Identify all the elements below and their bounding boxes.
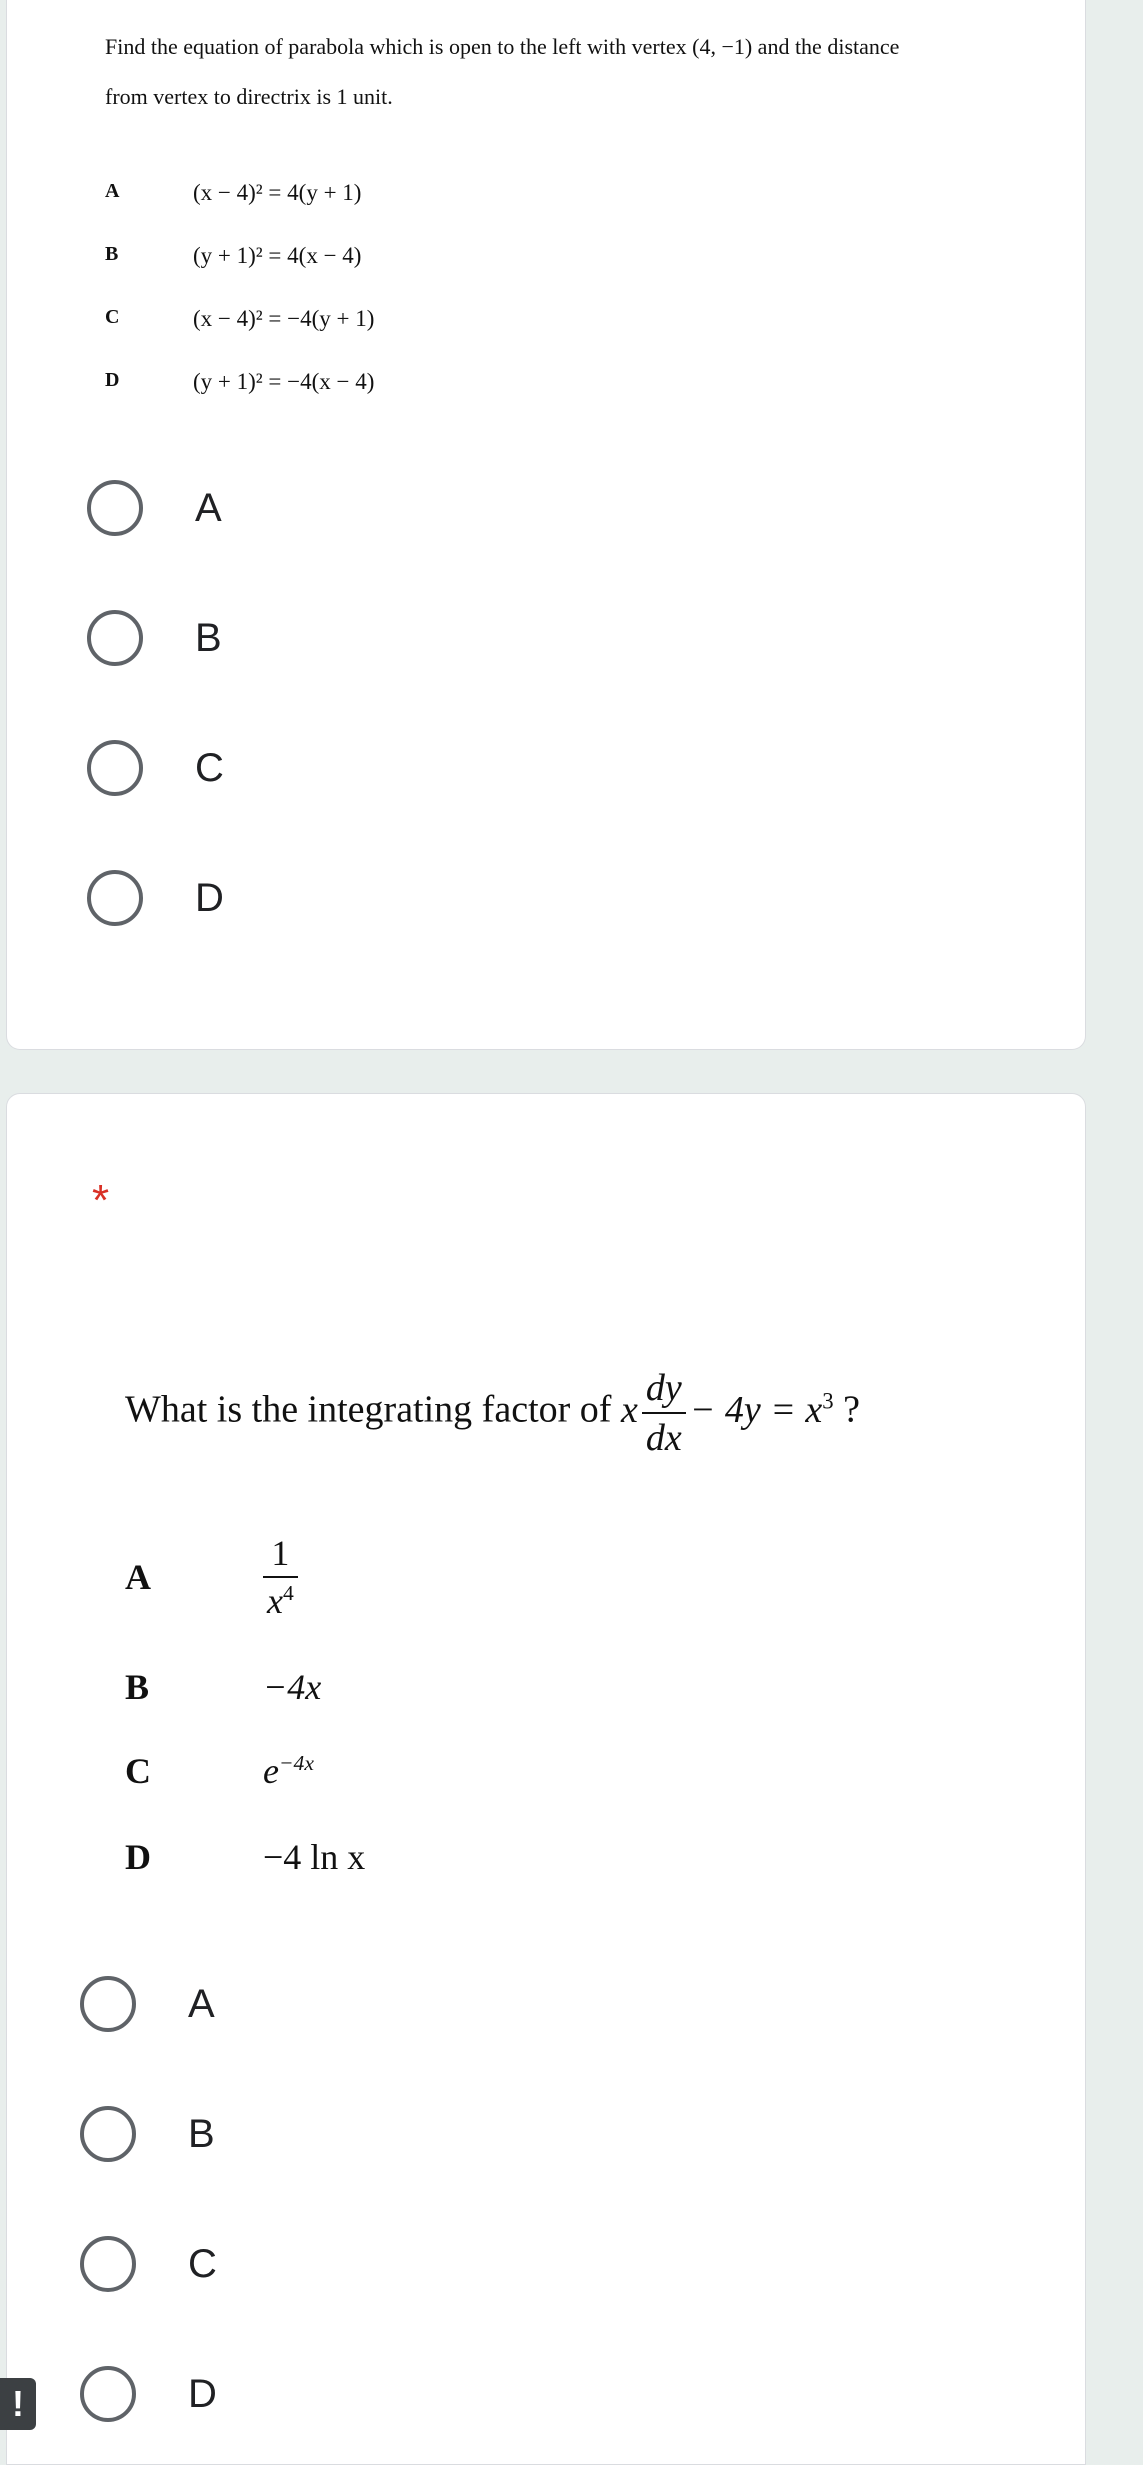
radio-circle-icon[interactable] [80, 1976, 136, 2032]
equation-exponent: 3 [822, 1388, 834, 1414]
option-expression: (y + 1)² = −4(x − 4) [193, 369, 375, 394]
required-marker: * [92, 1176, 110, 1225]
radio-circle-icon[interactable] [87, 740, 143, 796]
option-letter: B [105, 243, 119, 265]
question-1-text-line-1: Find the equation of parabola which is open to the left with vertex (4, −1) and the distance [105, 34, 900, 59]
option-expression [263, 1532, 298, 1622]
radio-choice-d[interactable] [87, 868, 687, 932]
radio-choice-a[interactable] [87, 478, 687, 542]
radio-circle-icon[interactable] [87, 870, 143, 926]
radio-circle-icon[interactable] [80, 2366, 136, 2422]
radio-label: D [195, 876, 224, 920]
option-letter: A [105, 180, 120, 202]
radio-label: D [188, 2372, 217, 2416]
question-2-text [125, 1366, 860, 1460]
question-2-equation [620, 1367, 843, 1459]
radio-circle-icon[interactable] [87, 610, 143, 666]
option-expression: −4x [263, 1667, 322, 1707]
option-letter: B [125, 1667, 150, 1707]
radio-label: B [195, 616, 222, 660]
denominator-exponent: 4 [282, 1581, 294, 1605]
radio-label: C [195, 746, 224, 790]
option-expression [263, 1750, 314, 1792]
equation-rest: − 4y = x [689, 1388, 823, 1431]
exp-base: e [263, 1751, 279, 1791]
radio-choice-b[interactable] [87, 608, 687, 672]
radio-label: A [188, 1982, 215, 2026]
radio-circle-icon[interactable] [87, 480, 143, 536]
fraction-denominator: dx [645, 1417, 682, 1459]
fraction-denominator: x [267, 1581, 283, 1621]
radio-label: C [188, 2242, 217, 2286]
radio-choice-2d[interactable] [80, 2364, 680, 2428]
fraction-numerator: dy [642, 1366, 686, 1414]
option-expression: −4 ln x [263, 1837, 366, 1877]
radio-choice-2a[interactable] [80, 1974, 680, 2038]
radio-circle-icon[interactable] [80, 2236, 136, 2292]
radio-choice-c[interactable] [87, 738, 687, 802]
option-letter: C [105, 306, 120, 328]
question-1-text-line-2: from vertex to directrix is 1 unit. [105, 84, 393, 109]
derivative-fraction [642, 1366, 686, 1460]
question-card-1 [6, 0, 1086, 1050]
fraction-numerator: 1 [263, 1532, 298, 1578]
option-letter: D [105, 369, 120, 391]
radio-label: A [195, 486, 222, 530]
exp-power: −4x [278, 1751, 314, 1775]
radio-choice-2c[interactable] [80, 2234, 680, 2298]
option-letter: D [125, 1837, 151, 1877]
radio-label: B [188, 2112, 215, 2156]
question-2-suffix: ? [843, 1388, 860, 1431]
option-expression: (x − 4)² = −4(y + 1) [193, 306, 375, 331]
option-expression: (y + 1)² = 4(x − 4) [193, 243, 362, 268]
option-letter: C [125, 1751, 151, 1791]
option-letter: A [125, 1557, 151, 1597]
warning-badge[interactable]: ! [0, 2378, 36, 2430]
option-expression: (x − 4)² = 4(y + 1) [193, 180, 362, 205]
radio-choice-2b[interactable] [80, 2104, 680, 2168]
equation-x: x [620, 1388, 638, 1431]
radio-circle-icon[interactable] [80, 2106, 136, 2162]
question-2-prefix: What is the integrating factor of [125, 1388, 612, 1431]
